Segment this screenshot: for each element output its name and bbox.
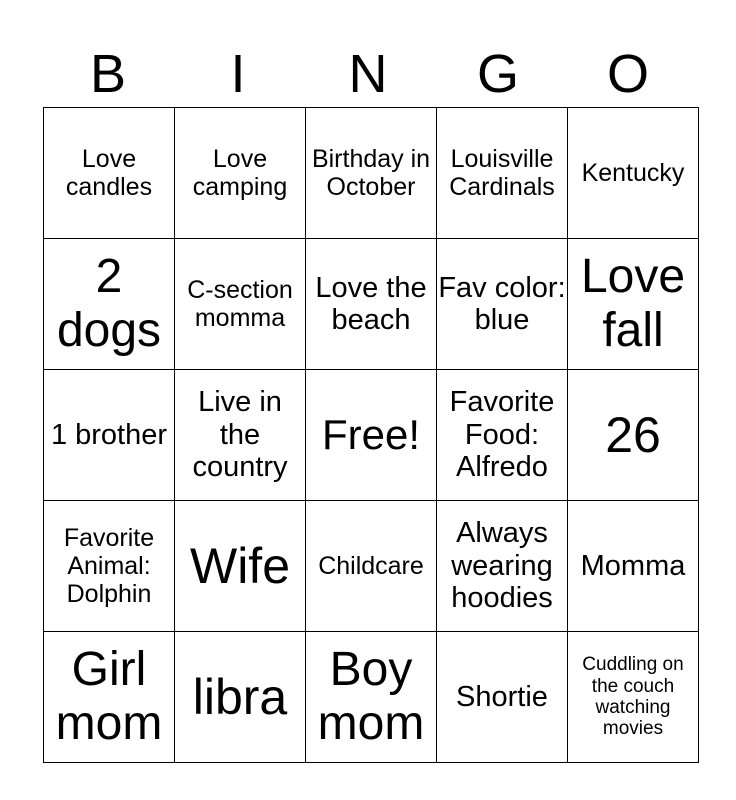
bingo-cell[interactable]: Boy mom [306,632,437,763]
bingo-cell[interactable]: 2 dogs [44,239,175,370]
bingo-cell[interactable]: 26 [568,370,699,501]
header-letter-b: B [89,44,127,104]
bingo-cell[interactable]: Love camping [175,108,306,239]
bingo-cell[interactable]: Love fall [568,239,699,370]
bingo-cell[interactable]: Love the beach [306,239,437,370]
bingo-cell[interactable]: Shortie [437,632,568,763]
bingo-header [43,40,693,108]
bingo-cell[interactable]: Cuddling on the couch watching movies [568,632,699,763]
bingo-cell[interactable]: Momma [568,501,699,632]
bingo-row [44,108,699,239]
bingo-cell[interactable]: Kentucky [568,108,699,239]
bingo-cell[interactable]: Love candles [44,108,175,239]
bingo-row [44,632,699,763]
bingo-cell[interactable]: Favorite Animal: Dolphin [44,501,175,632]
bingo-cell[interactable]: 1 brother [44,370,175,501]
bingo-cell[interactable]: Live in the country [175,370,306,501]
bingo-row [44,501,699,632]
bingo-cell[interactable]: Birthday in October [306,108,437,239]
free-space[interactable]: Free! [306,370,437,501]
header-letter-i: I [230,44,246,104]
bingo-cell[interactable]: C-section momma [175,239,306,370]
bingo-cell[interactable]: Childcare [306,501,437,632]
header-letter-n: N [348,44,388,104]
bingo-cell[interactable]: libra [175,632,306,763]
bingo-cell[interactable]: Favorite Food: Alfredo [437,370,568,501]
bingo-cell[interactable]: Fav color: blue [437,239,568,370]
bingo-row [44,370,699,501]
bingo-row [44,239,699,370]
bingo-cell[interactable]: Always wearing hoodies [437,501,568,632]
bingo-cell[interactable]: Wife [175,501,306,632]
header-letter-g: G [476,44,519,104]
bingo-grid [43,107,699,763]
bingo-cell[interactable]: Girl mom [44,632,175,763]
header-letter-o: O [606,44,649,104]
bingo-cell[interactable]: Louisville Cardinals [437,108,568,239]
